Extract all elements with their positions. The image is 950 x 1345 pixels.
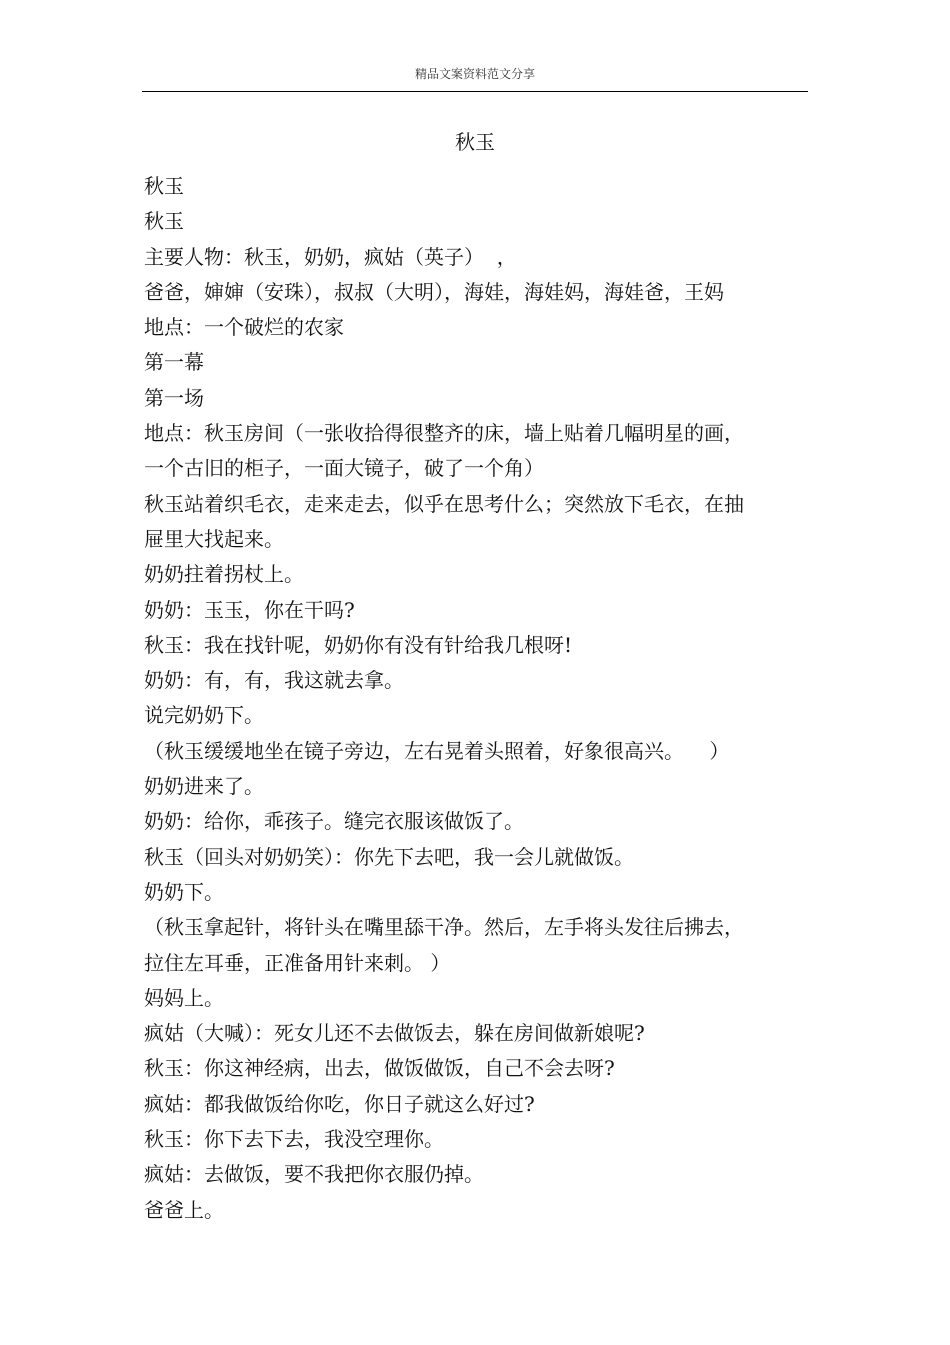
body-line: 秋玉：我在找针呢，奶奶你有没有针给我几根呀! — [144, 632, 573, 657]
body-line: 秋玉（回头对奶奶笑）：你先下去吧，我一会儿就做饭。 — [144, 844, 634, 869]
body-line: 第一幕 — [144, 350, 204, 375]
body-line: 秋玉站着织毛衣，走来走去，似乎在思考什么；突然放下毛衣，在抽 — [144, 491, 744, 516]
document-title: 秋玉 — [455, 130, 495, 154]
body-line: 主要人物：秋玉，奶奶，疯姑（英子） ， — [144, 244, 517, 269]
body-line: 第一场 — [144, 385, 204, 410]
body-line: 拉住左耳垂，正准备用针来刺。 ） — [144, 950, 451, 975]
body-line: 秋玉：你下去下去，我没空理你。 — [144, 1127, 444, 1152]
body-line: 秋玉 — [144, 209, 184, 234]
body-line: 说完奶奶下。 — [144, 703, 264, 728]
body-line: 奶奶拄着拐杖上。 — [144, 562, 304, 587]
body-line: 地点：秋玉房间（一张收拾得很整齐的床，墙上贴着几幅明星的画， — [144, 421, 744, 446]
body-line: 爸爸，婶婶（安珠），叔叔（大明），海娃，海娃妈，海娃爸，王妈 — [144, 279, 724, 304]
body-line: 疯姑：都我做饭给你吃，你日子就这么好过? — [144, 1091, 535, 1116]
body-line: 地点：一个破烂的农家 — [144, 315, 344, 340]
body-line: 奶奶：有，有，我这就去拿。 — [144, 668, 404, 693]
header-divider — [142, 91, 808, 92]
body-line: 奶奶进来了。 — [144, 774, 264, 799]
body-line: 屉里大找起来。 — [144, 526, 284, 551]
body-line: 奶奶：给你，乖孩子。缝完衣服该做饭了。 — [144, 809, 524, 834]
body-line: 疯姑（大喊）：死女儿还不去做饭去，躲在房间做新娘呢? — [144, 1021, 645, 1046]
body-line: 奶奶：玉玉，你在干吗? — [144, 597, 355, 622]
document-body — [144, 169, 784, 1228]
body-line: 一个古旧的柜子，一面大镜子，破了一个角） — [144, 456, 544, 481]
body-line: 秋玉 — [144, 174, 184, 198]
page-header: 精品文案资料范文分享 — [414, 67, 535, 81]
body-line: 爸爸上。 — [144, 1197, 224, 1222]
body-line: 奶奶下。 — [144, 879, 224, 904]
body-line: 秋玉：你这神经病，出去，做饭做饭，自己不会去呀? — [144, 1056, 615, 1081]
body-line: （秋玉拿起针，将针头在嘴里舔干净。然后，左手将头发往后拂去， — [144, 915, 744, 940]
body-line: （秋玉缓缓地坐在镜子旁边，左右晃着头照着，好象很高兴。 ） — [144, 738, 730, 763]
body-line: 疯姑：去做饭，要不我把你衣服仍掉。 — [144, 1162, 484, 1187]
body-line: 妈妈上。 — [144, 985, 224, 1010]
